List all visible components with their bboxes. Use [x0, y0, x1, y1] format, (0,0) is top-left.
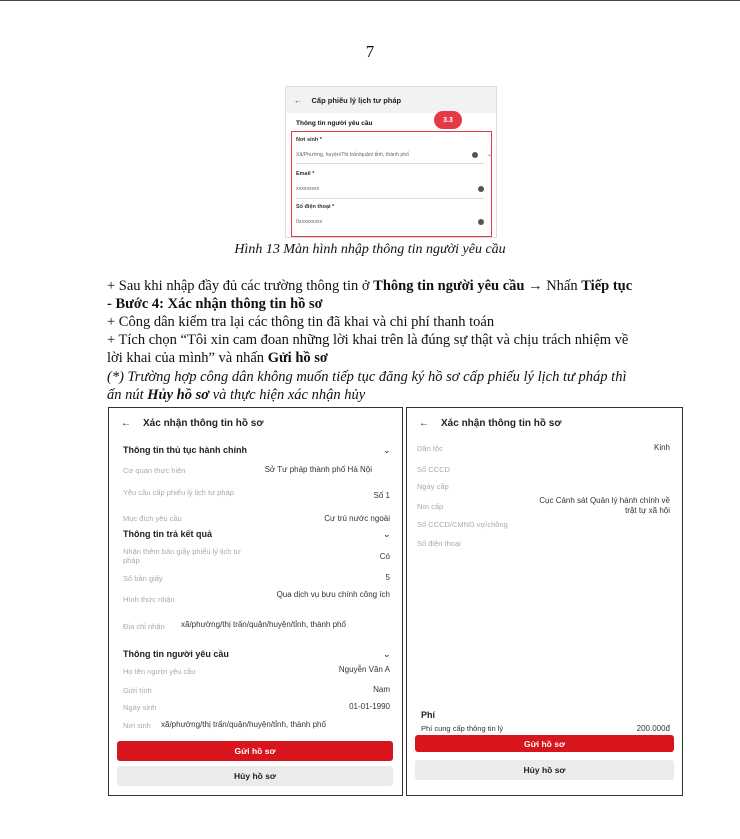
- figure13-section-title: Thông tin người yêu cầu: [296, 120, 373, 127]
- confirm-screen-right: [406, 407, 683, 796]
- phone-label: Số điện thoại *: [296, 204, 335, 210]
- note-line-1: (*) Trường hợp công dân không muốn tiếp tục đăng ký hồ sơ cấp phiếu lý lịch tư pháp thì: [107, 369, 627, 385]
- chevron-down-icon: ⌄: [383, 529, 391, 539]
- row-label: Yêu cầu cấp phiếu lý lịch tư pháp: [123, 488, 234, 497]
- row-label: Nhận thêm bản giấy phiếu lý lịch tư pháp: [123, 547, 241, 565]
- row-label: Dân tộc: [417, 444, 443, 453]
- row-value: xã/phường/thị trấn/quận/huyện/tỉnh, thành phố: [161, 720, 326, 729]
- figure13-caption: Hình 13 Màn hình nhập thông tin người yêu cầu: [234, 242, 506, 257]
- back-arrow-icon[interactable]: ←: [419, 417, 429, 429]
- row-label: Nơi cấp: [417, 502, 444, 511]
- page-number: 7: [365, 42, 375, 61]
- row-value: Nguyễn Văn A: [338, 665, 390, 674]
- instruction-line-1: + Sau khi nhập đầy đủ các trường thông tin ở Thông tin người yêu cầu → Nhấn Tiếp tục: [107, 278, 633, 294]
- row-label: Số điện thoại: [417, 539, 461, 548]
- fee-section-title: Phí: [421, 710, 436, 720]
- instruction-line-4: + Tích chọn “Tôi xin cam đoan những lời khai trên là đúng sự thật và chịu trách nhiệm về: [107, 332, 629, 348]
- row-label: Hình thức nhận: [123, 595, 175, 604]
- step4-heading: - Bước 4: Xác nhận thông tin hồ sơ: [107, 296, 323, 312]
- row-value: Cục Cảnh sát Quản lý hành chính về trật tự xã hội: [539, 496, 670, 515]
- birthplace-value: Xã/Phường, huyện/Thị trấn/quận/ tỉnh, thành phố: [296, 152, 410, 158]
- fee-label: Phí cung cấp thông tin lý: [421, 724, 504, 733]
- figure13-header-title: Cấp phiếu lý lịch tư pháp: [311, 95, 402, 105]
- back-arrow-icon: ←: [294, 95, 302, 105]
- submit-button[interactable]: Gửi hồ sơ: [415, 735, 674, 752]
- screen-header: [407, 408, 682, 438]
- eye-icon: [478, 219, 484, 225]
- row-label: Giới tính: [123, 686, 152, 695]
- birthplace-label: Nơi sinh *: [296, 137, 322, 143]
- phone-value: 0xxxxxxxxx: [296, 219, 323, 225]
- cancel-button[interactable]: Hủy hồ sơ: [117, 766, 393, 786]
- row-label: Cơ quan thực hiện: [123, 466, 186, 475]
- row-value: Số 1: [373, 491, 390, 500]
- divider: [296, 198, 484, 199]
- row-label: Họ tên người yêu cầu: [123, 667, 196, 676]
- chevron-down-icon: ⌄: [486, 152, 492, 158]
- row-value: Nam: [373, 685, 390, 694]
- row-label: Số CCCD: [417, 465, 450, 474]
- row-label: Ngày cấp: [417, 482, 449, 491]
- page-top-rule: [0, 0, 740, 1]
- row-value: 5: [385, 573, 390, 582]
- step-badge: 3.3: [434, 111, 462, 129]
- row-label: Số bản giấy: [123, 574, 163, 583]
- email-value: xxxxxxxxx: [296, 186, 320, 192]
- screen-title: Xác nhận thông tin hồ sơ: [143, 417, 264, 429]
- row-value: Cư trú nước ngoài: [324, 514, 390, 523]
- screen-header: [109, 408, 402, 438]
- chevron-down-icon: ⌄: [383, 445, 391, 455]
- divider: [296, 163, 484, 164]
- email-label: Email *: [296, 171, 315, 177]
- figure13-header: [286, 87, 496, 113]
- row-label: Nơi sinh: [123, 721, 151, 730]
- figure13-screenshot: [285, 86, 497, 238]
- row-label: Số CCCD/CMND vợ/chồng: [417, 520, 508, 529]
- row-value: 01-01-1990: [349, 702, 390, 711]
- row-label: Ngày sinh: [123, 703, 157, 712]
- section-requester-info[interactable]: Thông tin người yêu cầu ⌄: [123, 649, 391, 659]
- instruction-line-3: + Công dân kiểm tra lại các thông tin đã khai và chi phí thanh toán: [107, 314, 495, 330]
- row-label: Mục đích yêu cầu: [123, 514, 182, 523]
- row-value: xã/phường/thị trấn/quận/huyện/tỉnh, thành phố: [181, 620, 346, 629]
- eye-icon: [478, 186, 484, 192]
- section-admin-procedure[interactable]: Thông tin thủ tục hành chính ⌄: [123, 445, 391, 455]
- screen-title: Xác nhận thông tin hồ sơ: [441, 417, 562, 429]
- row-value: Sở Tư pháp thành phố Hà Nội: [264, 465, 372, 474]
- fee-value: 200.000đ: [636, 724, 670, 733]
- row-value: Qua dịch vụ bưu chính công ích: [276, 590, 390, 599]
- section-result-delivery[interactable]: Thông tin trả kết quả ⌄: [123, 529, 391, 539]
- row-label: Địa chỉ nhận: [123, 622, 165, 631]
- cancel-button[interactable]: Hủy hồ sơ: [415, 760, 674, 780]
- row-value: Kinh: [653, 443, 670, 452]
- chevron-down-icon: ⌄: [383, 649, 391, 659]
- submit-button[interactable]: Gửi hồ sơ: [117, 741, 393, 761]
- row-value: Có: [379, 552, 390, 561]
- note-line-2: ấn nút Hủy hồ sơ và thực hiện xác nhận hủy: [107, 387, 366, 403]
- confirm-screen-left: [108, 407, 403, 796]
- eye-icon: [472, 152, 478, 158]
- instruction-line-5: lời khai của mình” và nhấn Gửi hồ sơ: [107, 350, 328, 366]
- back-arrow-icon[interactable]: ←: [121, 417, 131, 429]
